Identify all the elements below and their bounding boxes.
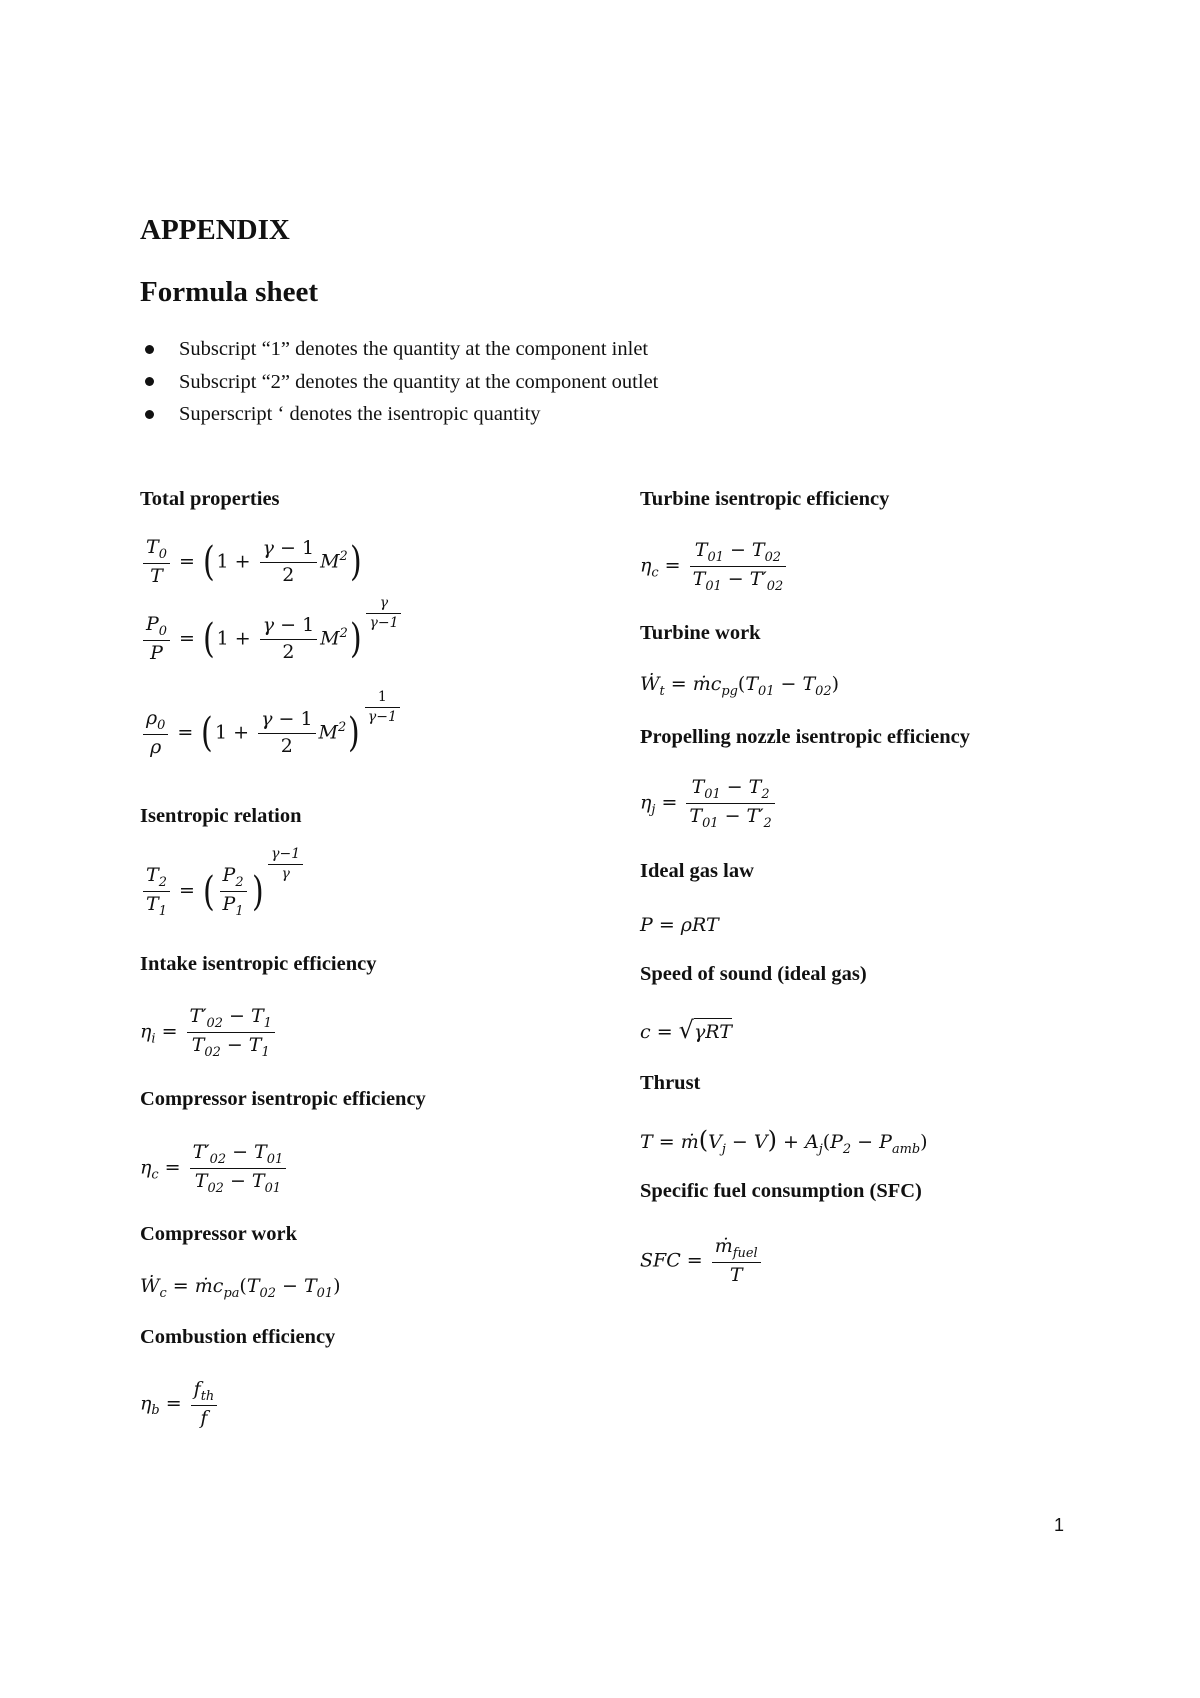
bullet-icon	[145, 345, 154, 354]
equation-intake-efficiency: $\eta_i$ = $\frac{T'_{02} - T_1}{T_{02} - T_1}$	[140, 1004, 278, 1061]
equation-combustion-efficiency: $\eta_b$ = $\frac{f_{th}}{f}$	[140, 1377, 220, 1432]
section-sfc: Specific fuel consumption (SFC)	[640, 1180, 922, 1202]
equation-nozzle-efficiency: $\eta_j$ = $\frac{T_{01} - T_2}{T_{01} - T'_2}$	[640, 775, 778, 832]
page-number: 1	[1054, 1515, 1065, 1535]
section-turbine-efficiency: Turbine isentropic efficiency	[640, 488, 890, 510]
section-total-properties: Total properties	[140, 488, 280, 510]
section-compressor-efficiency: Compressor isentropic efficiency	[140, 1088, 426, 1110]
equation-ideal-gas-law: P = ρRT	[640, 914, 719, 936]
bullet-icon	[145, 377, 154, 386]
equation-sfc: SFC = $\frac{ṁ_{fuel}}{T}$	[640, 1234, 764, 1289]
section-combustion-efficiency: Combustion efficiency	[140, 1326, 336, 1348]
equation-speed-of-sound: c = √γRT	[640, 1016, 732, 1044]
bullet-icon	[145, 410, 154, 419]
equation-compressor-work: Ẇ$_c$ = $ṁc_{pa}(T_{02} - T_{01})$	[140, 1275, 341, 1301]
section-speed-of-sound: Speed of sound (ideal gas)	[640, 963, 867, 985]
section-isentropic-relation: Isentropic relation	[140, 805, 302, 827]
section-turbine-work: Turbine work	[640, 622, 761, 644]
bullet-item: Superscript ‘ denotes the isentropic quantity	[138, 398, 658, 431]
section-thrust: Thrust	[640, 1072, 701, 1094]
bullet-item: Subscript “2” denotes the quantity at the component outlet	[138, 366, 658, 399]
notation-bullet-list	[138, 333, 658, 431]
equation-total-temperature: $\frac{T_0}{T}$ = ( 1 + $\frac{\gamma - 1}{2}$ $M^2$)	[140, 535, 363, 590]
equation-total-density: $\frac{\rho_0}{\rho}$ = ( 1 + $\frac{\gamma - 1}{2}$ $M^2$) $\frac{1}{\gamma-1}$	[140, 706, 403, 761]
section-compressor-work: Compressor work	[140, 1223, 297, 1245]
appendix-heading: APPENDIX	[140, 214, 290, 246]
equation-turbine-efficiency: $\eta_c$ = $\frac{T_{01} - T_{02}}{T_{01} - T'_{02}}$	[640, 538, 789, 595]
equation-compressor-efficiency: $\eta_c$ = $\frac{T'_{02} - T_{01}}{T_{02} - T_{01}}$	[140, 1140, 289, 1197]
section-intake-efficiency: Intake isentropic efficiency	[140, 953, 377, 975]
equation-isentropic-relation: $\frac{T_2}{T_1}$ = ( $\frac{P_2}{P_1}$ ) $\frac{\gamma-1}{\gamma}$	[140, 863, 306, 920]
bullet-item: Subscript “1” denotes the quantity at the component inlet	[138, 333, 658, 366]
formula-sheet-heading: Formula sheet	[140, 276, 318, 308]
equation-thrust: $T = ṁ(V_j - V) + A_j(P_2 - P_{amb})$	[640, 1126, 928, 1157]
equation-turbine-work: Ẇ$_t$ = $ṁc_{pg}(T_{01} - T_{02})$	[640, 673, 839, 699]
equation-total-pressure: $\frac{P_0}{P}$ = ( 1 + $\frac{\gamma - 1}{2}$ $M^2$) $\frac{\gamma}{\gamma-1}$	[140, 612, 404, 667]
section-nozzle-efficiency: Propelling nozzle isentropic efficiency	[640, 726, 971, 748]
section-ideal-gas-law: Ideal gas law	[640, 860, 754, 882]
